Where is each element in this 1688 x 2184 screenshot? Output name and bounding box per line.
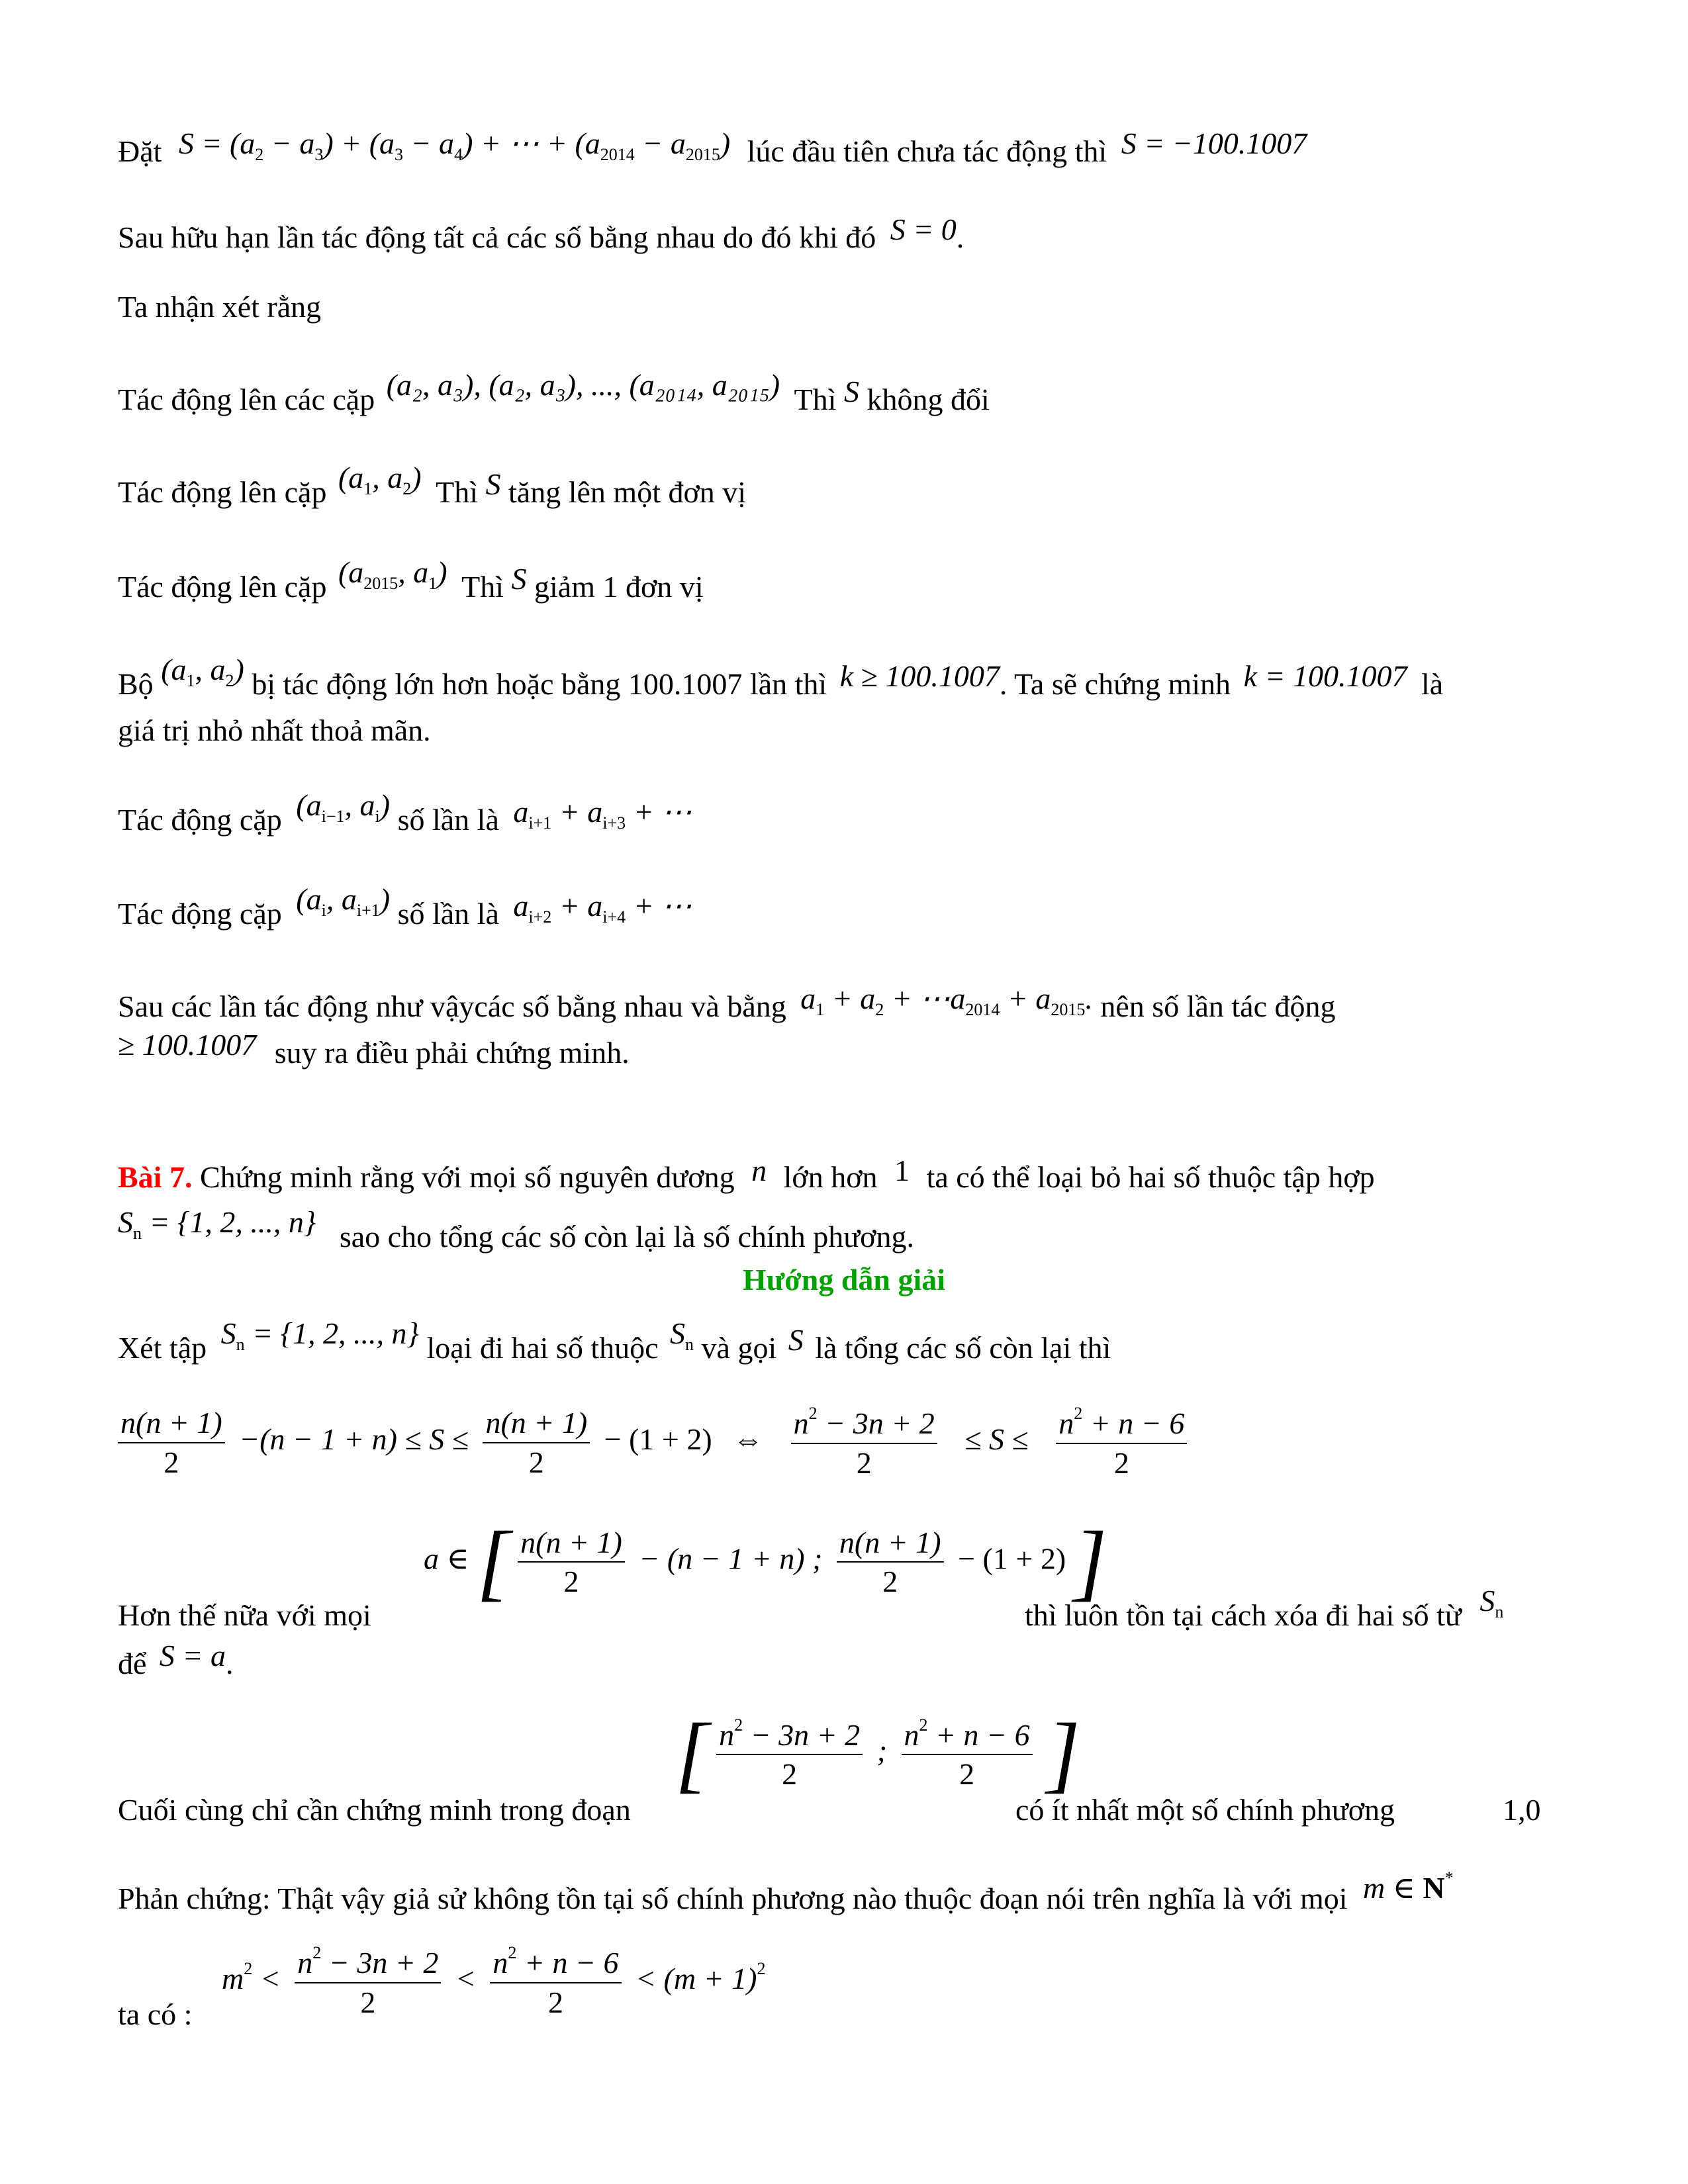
- para-sau-cac-lan: Sau các lần tác động như vậycác số bằng nhau và bằng $a_1 + a_2$ + $\cdots a_{2014} + a_{2015}$. nên số lần tác động: [118, 981, 1336, 1023]
- para-bo-line2: giá trị nhỏ nhất thoả mãn.: [118, 713, 431, 747]
- formula-interval: [ $\frac{n^2 - 3n + 2}{2}$ ; $\frac{n^2 + n - 6}{2}$ ]: [675, 1706, 1080, 1801]
- formula-sn-3: $S_n$: [1479, 1584, 1504, 1621]
- formula-pair-a1-a2: ($a_1$, $a_2$): [338, 461, 422, 498]
- formula-contradiction: $m^2$ < $\frac{n^2 - 3n + 2}{2}$ < $\frac{n^2 + n - 6}{2}$ < $(m + 1)^2$: [222, 1943, 766, 2019]
- para-cap-a1-a2: Tác động lên cặp ($a_1$, $a_2$) Thì S tăng lên một đơn vị: [118, 461, 747, 509]
- para-phan-chung: Phản chứng: Thật vậy giả sử không tồn tại số chính phương nào thuộc đoạn nói trên nghĩa là với mọi m ∈ N*: [118, 1868, 1454, 1915]
- formula-pair-a2015-a1: ($a_{2015}$, $a_1$): [338, 555, 447, 593]
- para-tac-dong-cap-1: Tác động cặp ($a_{i-1}$, $a_i$) số lần là $a_{i+1} + a_{i+3}$ + ⋯: [118, 788, 692, 837]
- formula-bounds: $\frac{n(n + 1)}{2}$ −(n − 1 + n) ≤ S ≤ $\frac{n(n + 1)}{2}$ − (1 + 2) ⇔ $\frac{n^2 - 3n + 2}{2}$ ≤ S ≤ $\frac{n^2 + n - 6}{2}$: [118, 1403, 1194, 1482]
- score: 1,0: [1503, 1793, 1541, 1827]
- para-cuoi-cung-tail: có ít nhất một số chính phương: [1015, 1793, 1395, 1827]
- formula-set-sn-2: $S_n = \{1$, 2, ..., n}: [220, 1316, 419, 1354]
- para-hon-the-nua-tail: thì luôn tồn tại cách xóa đi hai số từ $S_n$: [1025, 1584, 1504, 1632]
- formula-m-in-n: m ∈ N*: [1363, 1868, 1454, 1905]
- para-sau-huu-han: Sau hữu hạn lần tác động tất cả các số bằng nhau do đó khi đó S = 0.: [118, 212, 964, 254]
- problem-7-line2: $S_n = \{1$, 2, ..., n} sao cho tổng các số còn lại là số chính phương.: [118, 1205, 914, 1253]
- formula-pair-ai-1: ($a_{i-1}$, $a_i$): [296, 788, 391, 826]
- para-dat: Đặt $S = (a_2 - a_3) + (a_3 - a_4)$ + ⋯ + $(a_{2014} - a_{2015})$ lúc đầu tiên chưa tác động thì S = −100.1007: [118, 126, 1307, 168]
- formula-count-2: $a_{i+2} + a_{i+4}$ + ⋯: [513, 889, 692, 927]
- para-xet-tap: Xét tập $S_n = \{1$, 2, ..., n} loại đi hai số thuộc $S_n$ và gọi S là tổng các số còn lại thì: [118, 1316, 1111, 1365]
- formula-sn: $S_n$: [670, 1316, 694, 1354]
- formula-sum: $a_1 + a_2$ + $\cdots a_{2014} + a_{2015}$.: [800, 981, 1093, 1019]
- para-tac-dong-cac-cap: Tác động lên các cặp (a₂, a₃), (a₂, a₃), ..., (a₂₀₁₄, a₂₀₁₅) Thì S không đổi: [118, 368, 990, 416]
- formula-bo-a1-a2: ($a_1$, $a_2$): [161, 653, 244, 690]
- para-hon-the-nua-line2: để S = a.: [118, 1639, 234, 1680]
- para-ta-co: ta có :: [118, 1997, 193, 2031]
- formula-pair-ai: ($a_i$, $a_{i+1}$): [296, 882, 391, 920]
- formula-s-initial: S = −100.1007: [1121, 126, 1307, 160]
- formula-s-definition: $S = (a_2 - a_3) + (a_3 - a_4)$ + ⋯ + $(a_{2014} - a_{2015})$: [178, 126, 731, 164]
- para-tac-dong-cap-2: Tác động cặp ($a_i$, $a_{i+1}$) số lần là $a_{i+2} + a_{i+4}$ + ⋯: [118, 882, 692, 931]
- solution-heading: Hướng dẫn giải: [742, 1263, 946, 1297]
- para-cap-a2015-a1: Tác động lên cặp ($a_{2015}$, $a_1$) Thì S giảm 1 đơn vị: [118, 555, 704, 604]
- para-hon-the-nua: Hơn thế nữa với mọi: [118, 1598, 371, 1632]
- formula-a-range: a ∈ [ $\frac{n(n + 1)}{2}$ − (n − 1 + n) ; $\frac{n(n + 1)}{2}$ − (1 + 2) ]: [424, 1514, 1107, 1610]
- para-sau-cac-lan-line2: ≥ 100.1007 suy ra điều phải chứng minh.: [118, 1028, 630, 1069]
- formula-set-sn: $S_n = \{1$, 2, ..., n}: [118, 1205, 316, 1243]
- formula-pairs: (a₂, a₃), (a₂, a₃), ..., (a₂₀₁₄, a₂₀₁₅): [386, 368, 780, 402]
- para-cuoi-cung: Cuối cùng chỉ cần chứng minh trong đoạn: [118, 1793, 631, 1827]
- para-bo-a1-a2: Bộ ($a_1$, $a_2$) bị tác động lớn hơn hoặc bằng 100.1007 lần thì k ≥ 100.1007. Ta sẽ chứng minh k = 100.1007 là: [118, 653, 1444, 701]
- para-nhan-xet: Ta nhận xét rằng: [118, 290, 322, 324]
- problem-7: Bài 7. Chứng minh rằng với mọi số nguyên dương n lớn hơn 1 ta có thể loại bỏ hai số thuộc tập hợp: [118, 1154, 1375, 1194]
- formula-count-1: $a_{i+1} + a_{i+3}$ + ⋯: [513, 795, 692, 833]
